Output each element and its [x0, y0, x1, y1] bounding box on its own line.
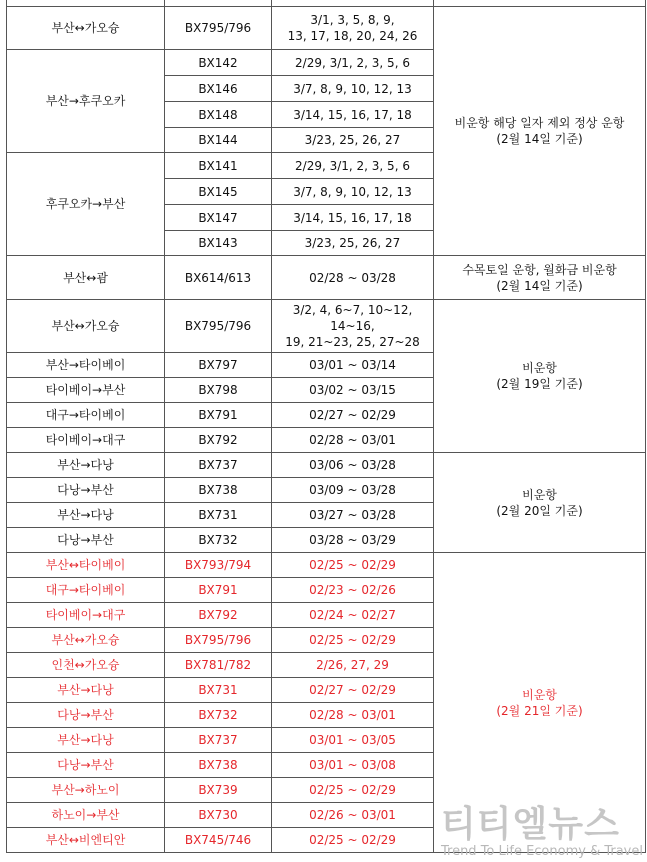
dates-cell: 3/23, 25, 26, 27: [272, 128, 434, 153]
dates-cell: 02/28 ~ 03/01: [272, 428, 434, 453]
dates-cell: 03/06 ~ 03/28: [272, 453, 434, 478]
route-cell: 부산↔가오슝: [7, 7, 165, 50]
table-row: [7, 256, 646, 300]
route-cell: 부산→후쿠오카: [7, 50, 165, 153]
watermark-subtitle: Trend To Life Economy & Travel: [440, 844, 643, 859]
flight-cell: BX745/746: [165, 828, 272, 853]
note-cell: 비운항 (2월 21일 기준): [434, 553, 646, 853]
flight-cell: BX147: [165, 205, 272, 231]
route-cell: 부산→다낭: [7, 453, 165, 478]
dates-cell: 02/23 ~ 02/26: [272, 578, 434, 603]
route-cell: 타이베이→대구: [7, 603, 165, 628]
flight-cell: BX739: [165, 778, 272, 803]
route-cell: 부산↔괌: [7, 256, 165, 300]
route-cell: 타이베이→대구: [7, 428, 165, 453]
flight-cell: BX795/796: [165, 628, 272, 653]
note-cell: 수목토일 운항, 월화금 비운항 (2월 14일 기준): [434, 256, 646, 300]
watermark-title: 티티엘뉴스: [440, 804, 620, 845]
flight-cell: BX795/796: [165, 7, 272, 50]
watermark: [441, 805, 643, 859]
route-cell: 대구→타이베이: [7, 578, 165, 603]
dates-cell: 3/14, 15, 16, 17, 18: [272, 102, 434, 128]
dates-cell: 3/1, 3, 5, 8, 9, 13, 17, 18, 20, 24, 26: [272, 7, 434, 50]
flight-cell: BX732: [165, 528, 272, 553]
flight-cell: BX730: [165, 803, 272, 828]
dates-cell: 03/09 ~ 03/28: [272, 478, 434, 503]
dates-cell: 03/27 ~ 03/28: [272, 503, 434, 528]
dates-cell: 3/7, 8, 9, 10, 12, 13: [272, 179, 434, 205]
dates-cell: 03/01 ~ 03/14: [272, 353, 434, 378]
flight-cell: BX731: [165, 503, 272, 528]
flight-cell: BX792: [165, 603, 272, 628]
flight-cell: BX731: [165, 678, 272, 703]
dates-cell: 02/25 ~ 02/29: [272, 553, 434, 578]
flight-cell: BX146: [165, 76, 272, 102]
route-cell: 부산↔가오슝: [7, 628, 165, 653]
dates-cell: 2/29, 3/1, 2, 3, 5, 6: [272, 153, 434, 179]
flight-cell: BX738: [165, 753, 272, 778]
dates-cell: 3/2, 4, 6~7, 10~12, 14~16, 19, 21~23, 25, 27~28: [272, 300, 434, 353]
route-cell: 다낭→부산: [7, 478, 165, 503]
flight-cell: BX793/794: [165, 553, 272, 578]
route-cell: 다낭→부산: [7, 528, 165, 553]
flight-cell: BX145: [165, 179, 272, 205]
flight-cell: BX798: [165, 378, 272, 403]
table-row: [7, 553, 646, 578]
route-cell: 다낭→부산: [7, 753, 165, 778]
flight-schedule-table: [6, 0, 646, 853]
dates-cell: 02/25 ~ 02/29: [272, 628, 434, 653]
note-cell: 비운항 (2월 20일 기준): [434, 453, 646, 553]
dates-cell: 3/14, 15, 16, 17, 18: [272, 205, 434, 231]
dates-cell: 3/7, 8, 9, 10, 12, 13: [272, 76, 434, 102]
dates-cell: 03/02 ~ 03/15: [272, 378, 434, 403]
flight-cell: BX797: [165, 353, 272, 378]
flight-cell: BX792: [165, 428, 272, 453]
flight-cell: BX781/782: [165, 653, 272, 678]
flight-cell: BX737: [165, 453, 272, 478]
dates-cell: 03/28 ~ 03/29: [272, 528, 434, 553]
table-row: [7, 453, 646, 478]
route-cell: 부산→다낭: [7, 728, 165, 753]
flight-cell: BX144: [165, 128, 272, 153]
flight-cell: BX142: [165, 50, 272, 76]
flight-cell: BX791: [165, 578, 272, 603]
route-cell: 타이베이→부산: [7, 378, 165, 403]
dates-cell: 2/26, 27, 29: [272, 653, 434, 678]
route-cell: 하노이→부산: [7, 803, 165, 828]
table-row: [7, 300, 646, 353]
note-cell: 비운항 (2월 19일 기준): [434, 300, 646, 453]
route-cell: 부산→다낭: [7, 503, 165, 528]
dates-cell: 02/25 ~ 02/29: [272, 778, 434, 803]
route-cell: 부산↔가오슝: [7, 300, 165, 353]
route-cell: 후쿠오카→부산: [7, 153, 165, 256]
dates-cell: 02/27 ~ 02/29: [272, 403, 434, 428]
route-cell: 다낭→부산: [7, 703, 165, 728]
dates-cell: 02/25 ~ 02/29: [272, 828, 434, 853]
dates-cell: 02/28 ~ 03/01: [272, 703, 434, 728]
dates-cell: 3/23, 25, 26, 27: [272, 231, 434, 256]
flight-cell: BX795/796: [165, 300, 272, 353]
dates-cell: 02/28 ~ 03/28: [272, 256, 434, 300]
route-cell: 인천↔가오슝: [7, 653, 165, 678]
flight-cell: BX791: [165, 403, 272, 428]
table-row: [7, 7, 646, 50]
flight-cell: BX614/613: [165, 256, 272, 300]
route-cell: 부산→다낭: [7, 678, 165, 703]
route-cell: 부산↔타이베이: [7, 553, 165, 578]
dates-cell: 02/27 ~ 02/29: [272, 678, 434, 703]
route-cell: 대구→타이베이: [7, 403, 165, 428]
route-cell: 부산↔비엔티안: [7, 828, 165, 853]
dates-cell: 03/01 ~ 03/05: [272, 728, 434, 753]
flight-cell: BX143: [165, 231, 272, 256]
flight-cell: BX141: [165, 153, 272, 179]
dates-cell: 03/01 ~ 03/08: [272, 753, 434, 778]
flight-cell: BX737: [165, 728, 272, 753]
dates-cell: 02/24 ~ 02/27: [272, 603, 434, 628]
route-cell: 부산→하노이: [7, 778, 165, 803]
flight-cell: BX148: [165, 102, 272, 128]
dates-cell: 2/29, 3/1, 2, 3, 5, 6: [272, 50, 434, 76]
route-cell: 부산→타이베이: [7, 353, 165, 378]
note-cell: 비운항 해당 일자 제외 정상 운항 (2월 14일 기준): [434, 7, 646, 256]
flight-cell: BX738: [165, 478, 272, 503]
flight-cell: BX732: [165, 703, 272, 728]
dates-cell: 02/26 ~ 03/01: [272, 803, 434, 828]
